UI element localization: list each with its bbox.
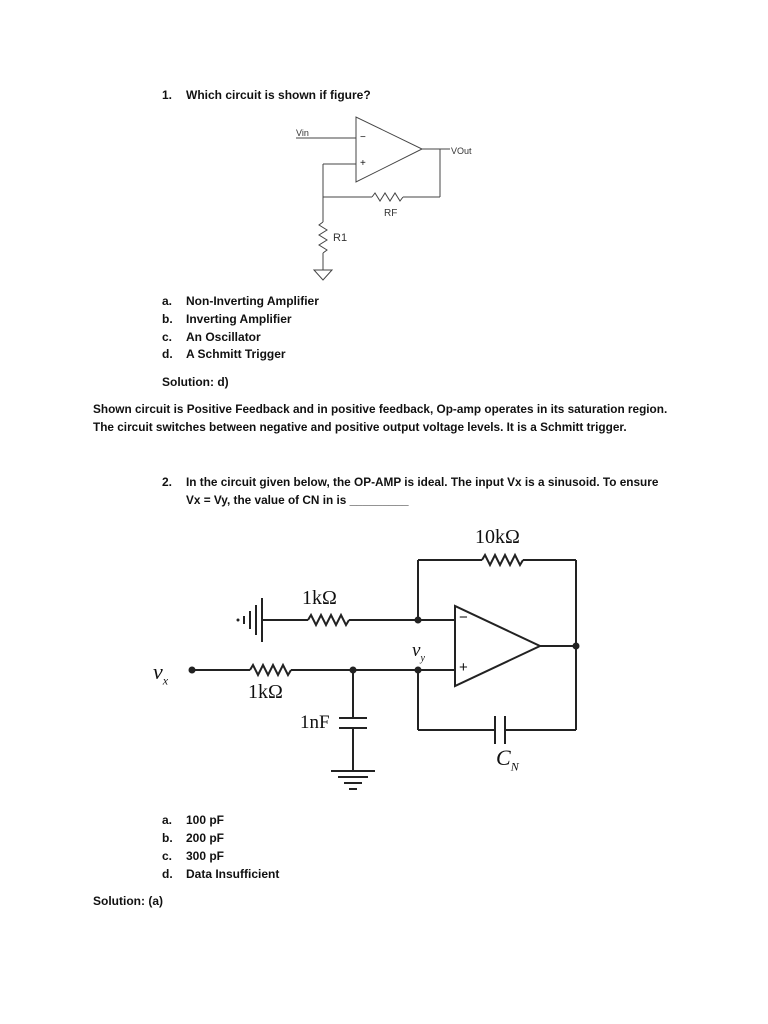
q2-resistor-1k-top-label: 1kΩ	[302, 587, 337, 609]
q1-option-d: A Schmitt Trigger	[186, 347, 286, 361]
q2-vy-subscript: y	[420, 652, 425, 664]
q1-vin-label: Vin	[296, 128, 309, 138]
q2-plus-sign: +	[459, 659, 468, 676]
q1-option-b-letter: b.	[162, 312, 173, 326]
q2-cn-symbol: C	[496, 745, 511, 770]
q1-explanation-line1: Shown circuit is Positive Feedback and in positive feedback, Op-amp operates in its saturation region.	[93, 402, 668, 416]
q2-question-line2: Vx = Vy, the value of CN in is _________	[186, 493, 409, 507]
q2-option-d-letter: d.	[162, 867, 173, 881]
q2-vx-label	[153, 660, 168, 692]
q1-number: 1.	[162, 88, 173, 102]
q1-plus-sign: +	[360, 158, 366, 169]
q1-rf-label: RF	[384, 208, 398, 219]
q2-minus-sign: −	[459, 609, 468, 626]
q2-resistor-1k-input-label: 1kΩ	[248, 681, 283, 703]
q1-vout-label: VOut	[451, 146, 472, 156]
q1-r1-label: R1	[333, 232, 348, 244]
q2-solution: Solution: (a)	[93, 894, 163, 908]
q2-vy-label	[412, 640, 425, 670]
q2-option-a: 100 pF	[186, 813, 225, 827]
q1-question: Which circuit is shown if figure?	[186, 88, 371, 102]
q2-option-d: Data Insufficient	[186, 867, 280, 881]
q2-vx-symbol: v	[153, 659, 163, 684]
q1-minus-sign: −	[360, 132, 366, 143]
q2-cn-subscript: N	[510, 759, 519, 774]
q1-explanation-line2: The circuit switches between negative and positive output voltage levels. It is a Schmitt trigger.	[93, 420, 627, 434]
q2-option-c-letter: c.	[162, 849, 173, 863]
q1-option-c: An Oscillator	[186, 330, 261, 344]
q2-option-c: 300 pF	[186, 849, 225, 863]
q1-option-c-letter: c.	[162, 330, 173, 344]
q1-solution: Solution: d)	[162, 375, 229, 389]
q2-option-a-letter: a.	[162, 813, 173, 827]
q2-vx-subscript: x	[162, 673, 169, 688]
q2-resistor-10k-label: 10kΩ	[475, 526, 520, 548]
q2-capacitor-1nf-label: 1nF	[300, 712, 330, 733]
q2-question-line1: In the circuit given below, the OP-AMP is ideal. The input Vx is a sinusoid. To ensure	[186, 475, 659, 489]
q2-cn-label	[496, 746, 519, 778]
q2-vy-symbol: v	[412, 640, 421, 661]
q2-option-b: 200 pF	[186, 831, 225, 845]
q1-option-a: Non-Inverting Amplifier	[186, 294, 319, 308]
q1-option-b: Inverting Amplifier	[186, 312, 292, 326]
q2-option-b-letter: b.	[162, 831, 173, 845]
q1-option-d-letter: d.	[162, 347, 173, 361]
q1-option-a-letter: a.	[162, 294, 173, 308]
q2-number: 2.	[162, 475, 173, 489]
